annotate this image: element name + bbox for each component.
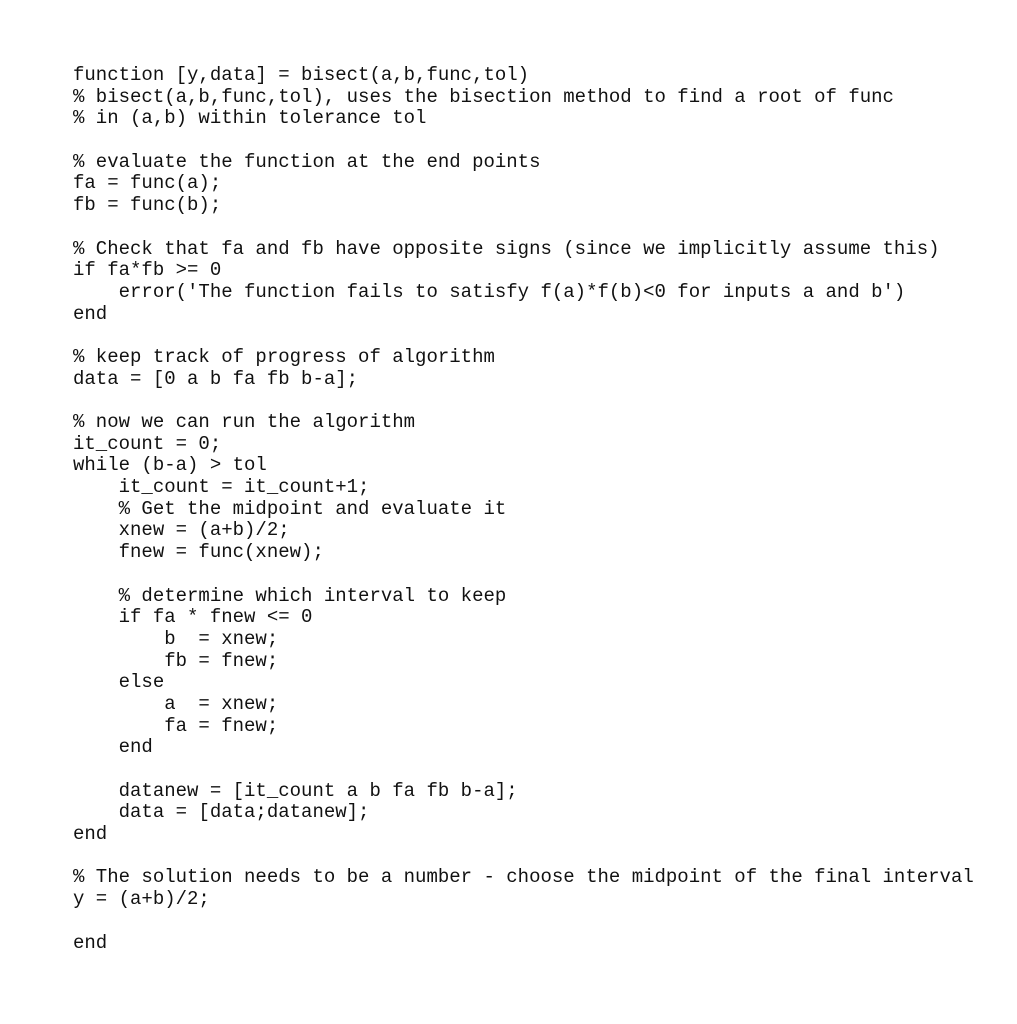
- code-listing: [73, 65, 974, 954]
- code-line: it_count = it_count+1;: [73, 476, 370, 499]
- code-line: % bisect(a,b,func,tol), uses the bisection method to find a root of func: [73, 85, 894, 108]
- code-line: y = (a+b)/2;: [73, 888, 210, 911]
- code-line: b = xnew;: [73, 627, 279, 650]
- code-line: [73, 911, 974, 933]
- code-line: % in (a,b) within tolerance tol: [73, 107, 427, 130]
- code-line: fb = func(b);: [73, 194, 222, 217]
- code-line: [73, 564, 974, 586]
- code-line: xnew = (a+b)/2;: [73, 519, 290, 542]
- code-line: if fa * fnew <= 0: [73, 606, 313, 629]
- code-line: [73, 130, 974, 152]
- code-line: else: [73, 671, 165, 694]
- code-line: [73, 846, 974, 868]
- code-line: fb = fnew;: [73, 649, 279, 672]
- code-line: end: [73, 931, 108, 954]
- code-line: while (b-a) > tol: [73, 454, 267, 477]
- code-line: [73, 217, 974, 239]
- code-line: fnew = func(xnew);: [73, 541, 324, 564]
- code-line: [73, 325, 974, 347]
- code-line: end: [73, 823, 108, 846]
- code-line: end: [73, 736, 153, 759]
- code-line: % The solution needs to be a number - choose the midpoint of the final interval: [73, 866, 974, 889]
- code-line: a = xnew;: [73, 692, 279, 715]
- code-line: % keep track of progress of algorithm: [73, 345, 495, 368]
- code-line: [73, 759, 974, 781]
- code-line: it_count = 0;: [73, 432, 222, 455]
- code-line: % now we can run the algorithm: [73, 411, 416, 433]
- code-line: fa = func(a);: [73, 172, 222, 195]
- code-line: if fa*fb >= 0: [73, 259, 222, 282]
- code-line: % Check that fa and fb have opposite signs (since we implicitly assume this): [73, 237, 940, 260]
- code-line: % evaluate the function at the end points: [73, 150, 541, 173]
- code-line: data = [0 a b fa fb b-a];: [73, 367, 359, 390]
- code-line: error('The function fails to satisfy f(a)*f(b)<0 for inputs a and b'): [73, 280, 906, 303]
- code-line: datanew = [it_count a b fa fb b-a];: [73, 779, 518, 802]
- code-line: data = [data;datanew];: [73, 801, 370, 824]
- code-line: [73, 390, 974, 412]
- code-line: end: [73, 302, 108, 325]
- code-line: function [y,data] = bisect(a,b,func,tol): [73, 64, 530, 86]
- code-line: % Get the midpoint and evaluate it: [73, 497, 507, 520]
- code-line: % determine which interval to keep: [73, 584, 507, 607]
- code-line: fa = fnew;: [73, 714, 279, 737]
